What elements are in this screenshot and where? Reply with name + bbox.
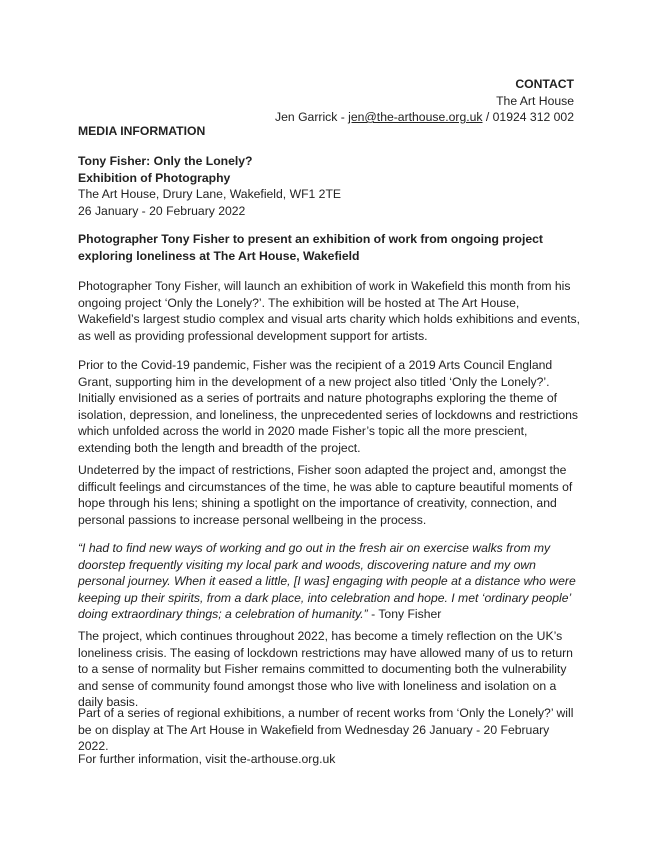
event-title: Tony Fisher: Only the Lonely? [78,154,253,168]
contact-email-link[interactable]: jen@the-arthouse.org.uk [348,110,483,124]
contact-phone: / 01924 312 002 [482,110,574,124]
contact-person: Jen Garrick - [275,110,349,124]
quote-block [78,540,580,623]
paragraph-exhibition: Part of a series of regional exhibitions, a number of recent works from ‘Only the Lonely?’ will be on display at The Art House in Wakefield from Wednesday 26 January - 20 February 2022. [78,706,574,754]
contact-heading: CONTACT [515,77,574,91]
event-details [78,153,578,219]
paragraph-project: The project, which continues throughout 2022, has become a timely reflection on the UK’s loneliness crisis. The easing of lockdown restrictions may have allowed many of us to return to a sense of normality but Fisher remains committed to documenting both the vulnerability and sense of community found amongst those who live with loneliness and isolation on a daily basis. [78,629,573,710]
paragraph-adaptation: Undeterred by the impact of restrictions, Fisher soon adapted the project and, amongst the difficult feelings and circumstances of the time, he was able to capture beautiful moments of hope through his lens; shining a spotlight on the importance of creativity, connection, and personal passions to increase personal wellbeing in the process. [78,463,573,527]
paragraph-intro: Photographer Tony Fisher, will launch an exhibition of work in Wakefield this month from his ongoing project ‘Only the Lonely?’. The exhibition will be hosted at The Art House, Wakefield’s largest studio complex and visual arts charity which holds exhibitions and events, as well as providing professional development support for artists. [78,279,580,343]
quote-text: “I had to find new ways of working and go out in the fresh air on exercise walks from my doorstep frequently visiting my local park and woods, discovering nature and my own personal journey. When it eased a little, [I was] engaging with people at a distance who were keeping up their spirits, from a dark place, into celebration and hope. I met ‘ordinary people’ doing extraordinary things; a celebration of humanity.” [78,541,576,622]
paragraph-further-info: For further information, visit the-arthouse.org.uk [78,752,336,766]
event-dates: 26 January - 20 February 2022 [78,203,246,218]
contact-block [275,76,574,126]
event-subtitle: Exhibition of Photography [78,170,231,185]
quote-attribution: - Tony Fisher [367,607,442,622]
paragraph-background: Prior to the Covid-19 pandemic, Fisher was the recipient of a 2019 Arts Council England Grant, supporting him in the development of a new project also titled ‘Only the Lonely?’. Initially envisioned as a series of portraits and nature photographs exploring the theme of isolation, depression, and loneliness, the unprecedented series of lockdowns and restrictions which unfolded across the world in 2020 made Fisher’s topic all the more prescient, extending both the length and breadth of the project. [78,358,578,455]
headline: Photographer Tony Fisher to present an exhibition of work from ongoing project exploring loneliness at The Art House, Wakefield [78,232,543,263]
media-information-label: MEDIA INFORMATION [78,124,206,138]
event-venue: The Art House, Drury Lane, Wakefield, WF1 2TE [78,187,342,201]
contact-org: The Art House [496,93,574,108]
